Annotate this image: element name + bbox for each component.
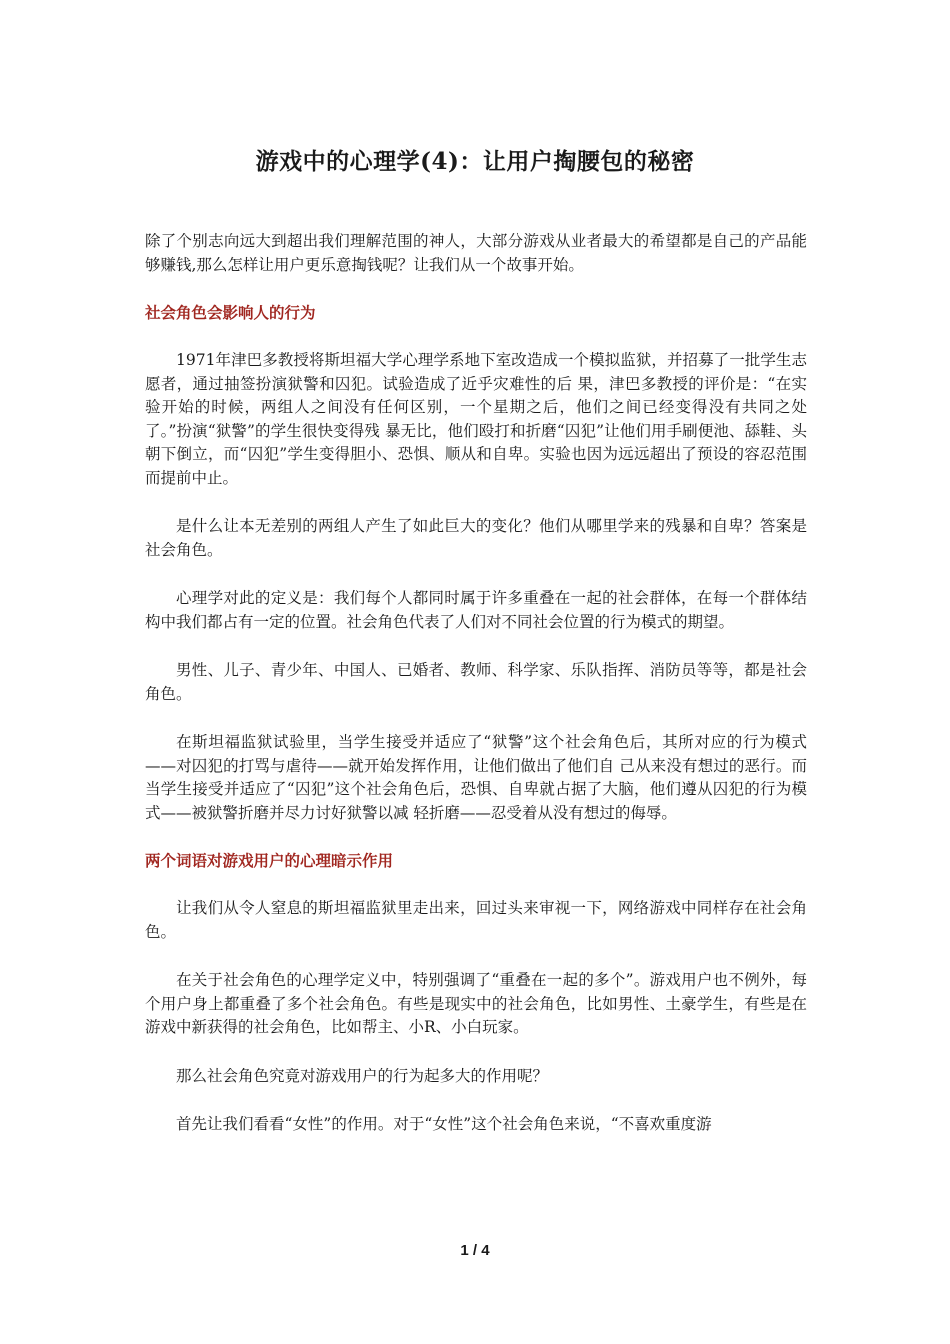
paragraph: 男性、儿子、青少年、中国人、已婚者、教师、科学家、乐队指挥、消防员等等，都是社会角色。: [145, 661, 807, 703]
document-body: [145, 230, 807, 1162]
paragraph: 首先让我们看看“女性”的作用。对于“女性”这个社会角色来说，“不喜欢重度游: [176, 1115, 712, 1133]
paragraph: 那么社会角色究竟对游戏用户的行为起多大的作用呢？: [176, 1066, 549, 1085]
paragraph: 是什么让本无差别的两组人产生了如此巨大的变化？他们从哪里学来的残暴和自卑？答案是社会角色。: [145, 517, 807, 559]
section-heading-social-role: 社会角色会影响人的行为: [145, 303, 316, 322]
page-number: 1 / 4: [460, 1242, 490, 1259]
intro-paragraph: 除了个别志向远大到超出我们理解范围的神人，大部分游戏从业者最大的希望都是自己的产品能够赚钱,那么怎样让用户更乐意掏钱呢？让我们从一个故事开始。: [145, 232, 807, 274]
paragraph: 在关于社会角色的心理学定义中，特别强调了“重叠在一起的多个”。游戏用户也不例外，每个用户身上都重叠了多个社会角色。有些是现实中的社会角色，比如男性、土豪学生，有些是在游戏中新获得的社会角色，比如帮主、小R、小白玩家。: [145, 971, 807, 1036]
paragraph: 在斯坦福监狱试验里，当学生接受并适应了“狱警”这个社会角色后，其所对应的行为模式——对囚犯的打骂与虐待——就开始发挥作用，让他们做出了他们自 己从来没有想过的恶行。而当学生接受并适应了“囚犯”这个社会角色后，恐惧、自卑就占据了大脑，他们遵从囚犯的行为模式——被狱警折磨并尽力讨好狱警以减 轻折磨——忍受着从没有想过的侮辱。: [145, 733, 807, 822]
paragraph: 1971年津巴多教授将斯坦福大学心理学系地下室改造成一个模拟监狱，并招募了一批学生志愿者，通过抽签扮演狱警和囚犯。试验造成了近乎灾难性的后 果，津巴多教授的评价是：“在实验开始的时候，两组人之间没有任何区别，一个星期之后，他们之间已经变得没有共同之处了。”扮演“狱警”的学生很快变得残 暴无比，他们殴打和折磨“囚犯”让他们用手刷便池、舔鞋、头朝下倒立，而“囚犯”学生变得胆小、恐惧、顺从和自卑。实验也因为远远超出了预设的容忍范围 而提前中止。: [145, 351, 807, 487]
paragraph: 让我们从令人窒息的斯坦福监狱里走出来，回过头来审视一下，网络游戏中同样存在社会角色。: [145, 899, 807, 941]
section-heading-two-words: 两个词语对游戏用户的心理暗示作用: [145, 851, 394, 870]
document-title: 游戏中的心理学(4)：让用户掏腰包的秘密: [255, 148, 695, 175]
paragraph: 心理学对此的定义是：我们每个人都同时属于许多重叠在一起的社会群体，在每一个群体结构中我们都占有一定的位置。社会角色代表了人们对不同社会位置的行为模式的期望。: [145, 589, 807, 631]
